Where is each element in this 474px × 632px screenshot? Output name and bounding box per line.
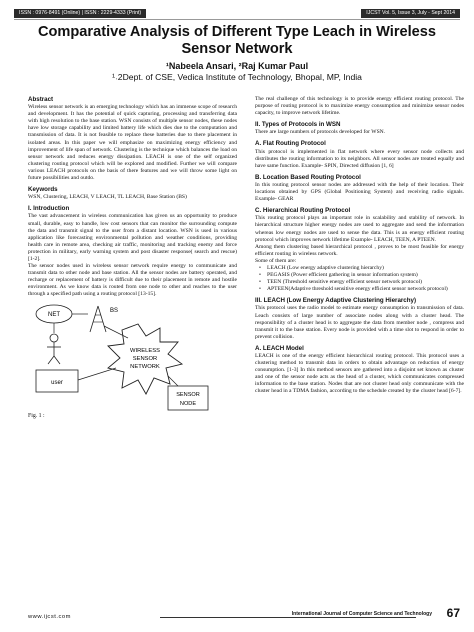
protocol-list — [255, 265, 464, 293]
footer-divider — [160, 617, 416, 618]
figure-1 — [28, 302, 237, 412]
introduction-paragraph-1: The vast advancement in wireless communication has given us an opportunity to produce small, durable, easy to handle, low cost sensors that can monitor the surrounding compute the data and transmit signal to the user from a distant location. WSN is used in various application like forecasting environmental pollution and weather conditions, providing health care in remote area, checking air traffic, monitoring and tracking enemy and force protection in military, early warning system and post disaster response( search and rescue) [1-2]. — [28, 213, 237, 262]
footer-journal-name: International Journal of Computer Science and Technology — [291, 611, 432, 617]
page-number: 67 — [446, 606, 460, 620]
bs-wsn-link — [104, 326, 128, 338]
hierarchical-routing-text-1: This routing protocol plays an important role in scalability and stability of network. In hierarchical structure higher energy nodes are used to aggregate and send the information whereas low energy nodes are used to sense the data. This is an energy efficient routing protocol which improves network lifetime Example- LEACH, TEEN, A PTEEN. — [255, 215, 464, 243]
sensor-node-label-line2: NODE — [179, 400, 197, 407]
leach-model-heading: A. LEACH Model — [255, 344, 304, 352]
user-wsn-link — [78, 368, 116, 380]
intro-continuation-paragraph: The real challenge of this technology is to provide energy efficient routing protocol. The purpose of routing protocol is to maximize energy consumption and minimize sensor nodes capacity, to improve network lifetime. — [255, 96, 464, 117]
paper-authors: ¹Nabeela Ansari, ²Raj Kumar Paul — [165, 61, 309, 71]
section-2-heading: II. Types of Protocols in WSN — [255, 121, 341, 129]
user-person-icon — [47, 334, 61, 364]
location-routing-heading: B. Location Based Routing Protocol — [255, 173, 361, 181]
net-label: NET — [48, 311, 60, 318]
right-column — [255, 96, 464, 396]
section-2-text: There are large numbers of protocols developed for WSN. — [255, 129, 386, 136]
list-item: • LEACH (Low energy adaptive clustering hierarchy) — [267, 265, 464, 272]
figure-1-caption: Fig. 1 : — [28, 412, 45, 419]
keywords-heading: Keywords — [28, 186, 58, 194]
location-routing-text: In this routing protocol sensor nodes are addressed with the help of their location. Their locations obtained by GPS (Global Positioning System) and receiving radio signals. Example- GEAR — [255, 181, 464, 203]
abstract-heading: Abstract — [28, 96, 54, 103]
hierarchical-routing-text-2: Among them clustering based hierarchical protocol , proves to be most feasible for energy efficient routing in wireless network. — [255, 243, 464, 257]
header-divider — [14, 19, 460, 20]
journal-issue-label: IJCST Vol. 5, Issue 3, July - Sept 2014 — [361, 9, 460, 18]
left-column — [28, 96, 237, 420]
hierarchical-routing-text-3: Some of them are: — [255, 257, 297, 264]
hierarchical-routing-heading: C. Hierarchical Routing Protocol — [255, 207, 351, 215]
user-label: user — [51, 379, 63, 386]
list-item: • PEGASIS (Power efficient gathering in sensor information system) — [267, 272, 464, 279]
wsn-diagram — [28, 302, 237, 412]
paper-affiliation: ¹˒2Dept. of CSE, Vedica Institute of Technology, Bhopal, MP, India — [112, 72, 362, 82]
section-3-text: This protocol uses the radio model to estimate energy consumption in transmission of data. Leach consists of large number of associate nodes along with a cluster head. The responsibility of a cluster head is to aggregate the data from member node , compress and transmit it to the base station. Every node is provided with a time slot to respond in order to prevent collision. — [255, 305, 464, 340]
abstract-text: Wireless sensor network is an emerging technology which has an immense scope of research and development. It has the potential of quick capturing, processing and transferring data with high resolution to the base station. WSN consists of multiple sensor nodes, these nodes have low storage capability and limited battery life which dies due to the computation and transmission of data. It is not feasible to replace these batteries due to there placement in isolated areas. In this paper we will emphasize on maximizing energy efficiency and improvement of life span of network. Clustering is the technique which balances the load on sensor network and reduces energy dissipation. LEACH is one of the self organized clustering routing protocol which will be explored and modified. Further we will compare various LEACH protocols on the basis of there features and we will throw some light on future possibilities and outdo. — [28, 104, 237, 182]
list-item: • APTEEN(Adaptive threshold sensitive energy efficient sensor network protocol) — [267, 286, 464, 293]
keywords-text: WSN, Clustering, LEACH, V LEACH, TL LEACH, Base Station (BS) — [28, 194, 187, 201]
base-station-icon — [90, 306, 106, 332]
introduction-paragraph-2: The sensor nodes used in wireless sensor network require energy to communicate and transmit data to other node and base station. All the sensor nodes are battery operated, and recharge or replacement of battery is difficult due to their placement in remote and hostile environment. As we know data is routed from one node to other and reaches to the user through a specified path using a routing protocol [13-15]. — [28, 263, 237, 298]
section-3-heading: III. LEACH (Low Energy Adaptive Clustering Hierarchy) — [255, 297, 417, 305]
footer-url: www.ijcst.com — [28, 614, 71, 620]
wsn-label-line2: SENSOR — [132, 355, 158, 362]
leach-model-text: LEACH is one of the energy efficient hierarchical routing protocol. This protocol uses a clustering method to transmit data in orders to obtain advantage on reduction of energy consumption. [1-3] In this method sensors are gathered into a disjoint set known as cluster and one of the sensor node acts as the head of a cluster, which communicates compressed information to the base station. Nodes that are not cluster head only communicate with the cluster head in a TDMA fashion, according to the schedule created by the cluster head [6-7]. — [255, 353, 464, 395]
bs-label: BS — [110, 307, 119, 314]
sensor-node-label-line1: SENSOR — [176, 391, 200, 398]
wsn-label-line3: NETWORK — [130, 363, 160, 370]
flat-routing-heading: A. Flat Routing Protocol — [255, 140, 326, 148]
paper-title: Comparative Analysis of Different Type Leach in Wireless Sensor Network — [37, 24, 437, 57]
flat-routing-text: This protocol is implemented in flat network where every sensor node collects and distributes the routing information to its neighbors. All sensor nodes are treated equally and have same function. Example- SPIN, Directed diffusion [1, 6] — [255, 148, 464, 169]
issn-label: ISSN : 0976-8491 (Online) | ISSN : 2229-4333 (Print) — [14, 9, 146, 18]
list-item: • TEEN (Threshold sensitive energy efficient sensor network protocol) — [267, 279, 464, 286]
wsn-label-line1: WIRELESS — [130, 347, 160, 354]
introduction-heading: I. Introduction — [28, 205, 70, 213]
